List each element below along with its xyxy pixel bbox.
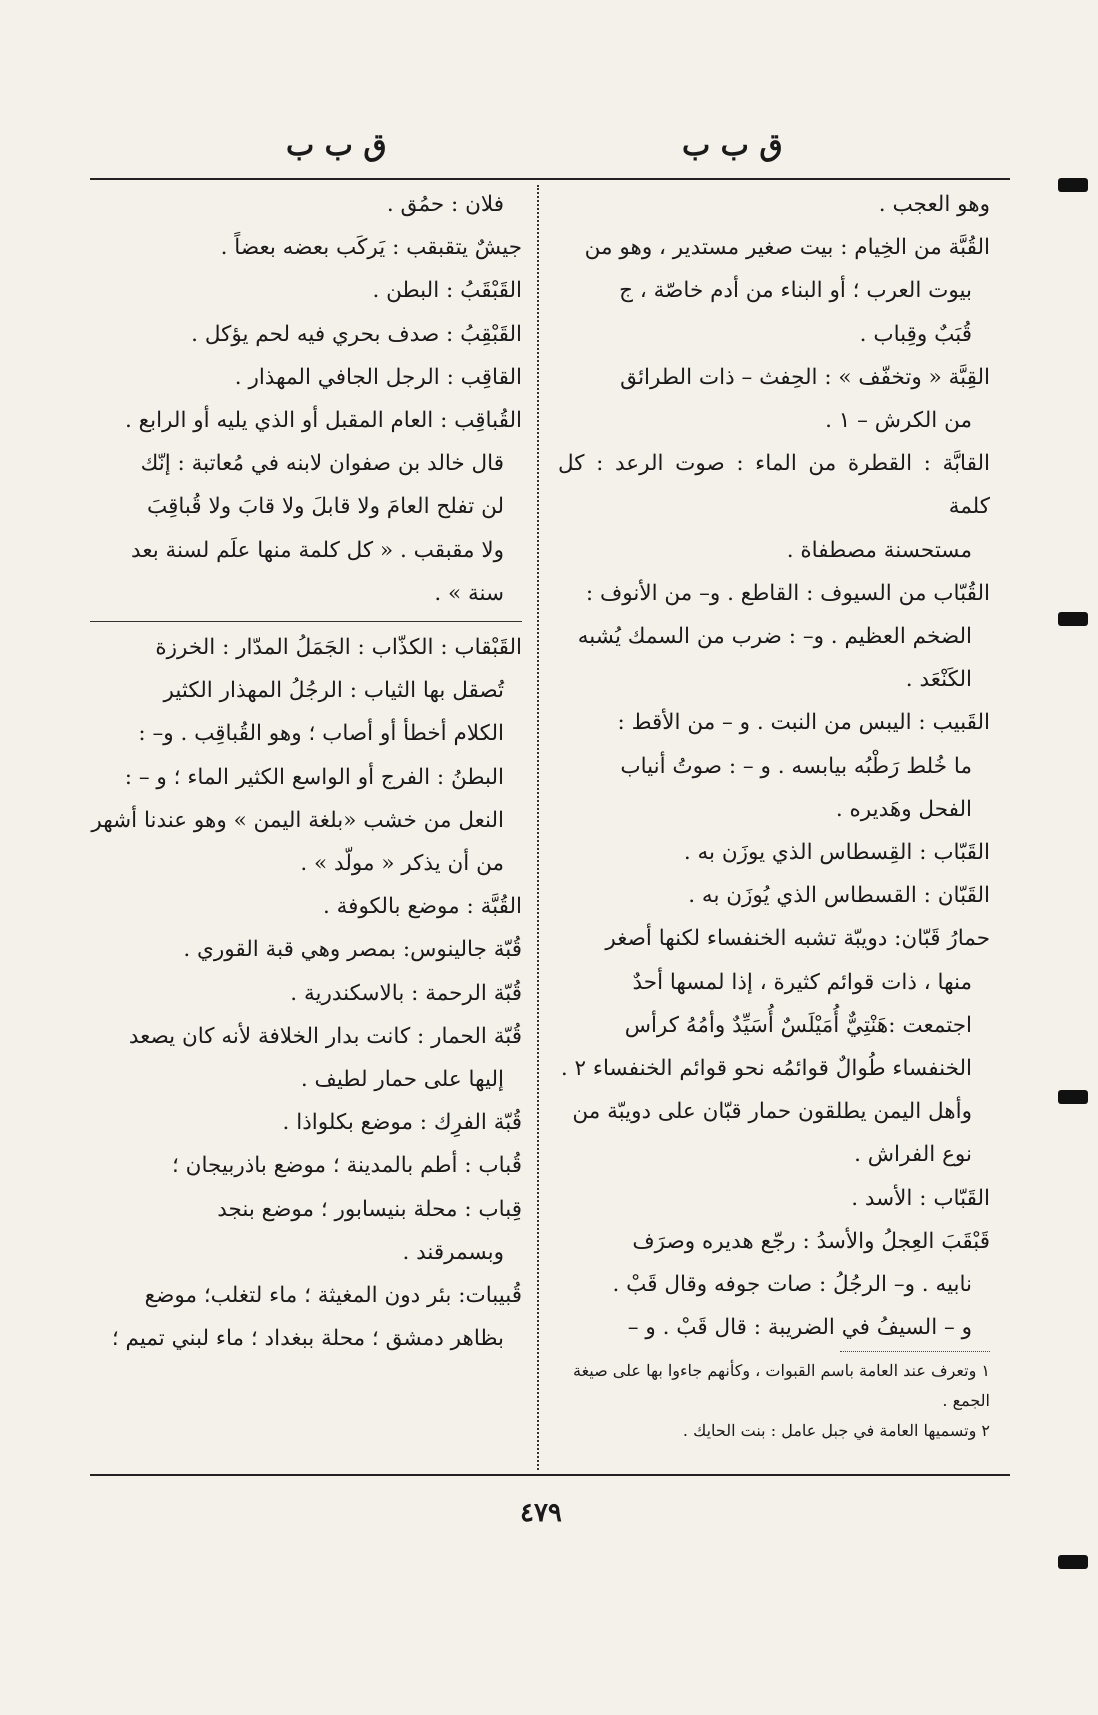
- right-column-header: ق ب ب: [682, 128, 783, 163]
- top-rule: [90, 178, 1010, 180]
- entry-line: قَبْقَبَ العِجلُ والأسدُ : رجّع هديره وصرَف: [632, 1228, 990, 1254]
- binding-mark: [1058, 612, 1088, 626]
- footnote-rule: [840, 1351, 990, 1352]
- entry-line: جيشٌ يتقبقب : يَركَب بعضه بعضاً .: [220, 235, 522, 261]
- entry-line: بظاهر دمشق ؛ محلة ببغداد ؛ ماء لبني تميم ؛: [111, 1326, 504, 1352]
- entry-line: نوع الفراش .: [854, 1142, 972, 1168]
- left-column: [90, 183, 522, 1360]
- footnotes: [558, 1356, 990, 1446]
- entry-line: الكَنْعَد .: [905, 667, 972, 693]
- entry-line: القُبَّة من الخِيام : بيت صغير مستدير ، وهو من: [584, 235, 990, 261]
- bottom-rule: [90, 1474, 1010, 1476]
- entry-line: قُبّة الفرِك : موضع بكلواذا .: [282, 1110, 522, 1136]
- footnote-1: ١ وتعرف عند العامة باسم القبوات ، وكأنهم جاءوا بها على صيغة الجمع .: [573, 1361, 990, 1411]
- entry-line: من أن يذكر « مولّد » .: [300, 851, 504, 877]
- entry-line: قُبّة الرحمة : بالاسكندرية .: [290, 980, 522, 1006]
- entry-line: القُباقِب : العام المقبل أو الذي يليه أو الرابع .: [124, 408, 522, 434]
- entry-line: ما خُلط رَطْبُه بيابسه . و – : صوتُ أنياب: [620, 753, 972, 779]
- entry-line: قُبّة جالينوس: بمصر وهي قبة القوري .: [183, 937, 522, 963]
- entry-line: الفحل وهَديره .: [835, 796, 972, 822]
- entry-line: قِباب : محلة بنيسابور ؛ موضع بنجد: [217, 1196, 522, 1222]
- entry-line: وهو العجب .: [878, 192, 990, 217]
- entry-line: النعل من خشب «بلغة اليمن » وهو عندنا أشهر: [91, 807, 504, 833]
- entry-line: القُبَّة : موضع بالكوفة .: [322, 894, 522, 920]
- entry-line: القَبْقَبُ : البطن .: [372, 278, 522, 304]
- entry-line: ولا مقبقب . « كل كلمة منها علَم لسنة بعد: [131, 537, 504, 563]
- entry-line: القَبّاب : الأسد .: [851, 1185, 990, 1211]
- binding-mark: [1058, 178, 1088, 192]
- entry-line: البطنُ : الفرج أو الواسع الكثير الماء ؛ و – :: [124, 764, 504, 790]
- entry-line: القاقِب : الرجل الجافي المهذار .: [234, 364, 522, 390]
- binding-marks: [1058, 0, 1098, 1715]
- entry-line: من الكرش – ١ .: [825, 408, 972, 434]
- entry-line: القَبّاب : القِسطاس الذي يوزَن به .: [683, 840, 990, 866]
- binding-mark: [1058, 1090, 1088, 1104]
- entry-line: القَبْقاب : الكذّاب : الجَمَلُ المدّار : الخرزة: [155, 635, 522, 661]
- entry-line: بيوت العرب ؛ أو البناء من أدم خاصّة ، ج: [619, 278, 972, 304]
- entry-line: سنة » .: [434, 580, 504, 606]
- entry-line: وأهل اليمن يطلقون حمار قبّان على دويبّة من: [572, 1099, 972, 1125]
- entry-line: الضخم العظيم . و– : ضرب من السمك يُشبه: [577, 624, 972, 650]
- entry-line: الكلام أخطأ أو أصاب ؛ وهو القُباقِب . و– :: [138, 721, 504, 747]
- entry-line: القِبَّة « وتخفّف » : الحِفث – ذات الطرائق: [620, 364, 990, 390]
- entry-line: منها ، ذات قوائم كثيرة ، إذا لمسها أحدٌ: [632, 969, 972, 995]
- right-column: [558, 183, 990, 1446]
- entry-line: قُبيبات: بئر دون المغيثة ؛ ماء لتغلب؛ موضع: [144, 1283, 522, 1309]
- left-column-header: ق ب ب: [286, 128, 387, 163]
- entry-line: لن تفلح العامَ ولا قابلَ ولا قابَ ولا قُباقِبَ: [146, 494, 504, 520]
- entry-line: القَبْقِبُ : صدف بحري فيه لحم يؤكل .: [191, 321, 522, 347]
- page-number: ٤٧٩: [520, 1498, 562, 1528]
- column-divider: [537, 185, 539, 1470]
- entry-line: القابَّة : القطرة من الماء : صوت الرعد : كل كلمة: [558, 451, 990, 520]
- entry-line: حمارُ قَبّان: دويبّة تشبه الخنفساء لكنها أصغر: [605, 926, 990, 952]
- entry-line: تُصقل بها الثياب : الرجُلُ المهذار الكثير: [163, 678, 504, 704]
- entry-line: الخنفساء طُوالٌ قوائمُه نحو قوائم الخنفساء ٢ .: [560, 1056, 972, 1082]
- entry-line: إليها على حمار لطيف .: [300, 1067, 504, 1093]
- entry-line: اجتمعت :هَنْتِيٌّ أُمَيْلَسٌ أُسَيِّدٌ وأمُهُ كرأس: [624, 1012, 972, 1038]
- entry-line: و – السيفُ في الضريبة : قال قَبْ . و –: [627, 1315, 972, 1341]
- entry-line: قال خالد بن صفوان لابنه في مُعاتبة : إنّك: [140, 451, 504, 477]
- entry-line: مستحسنة مصطفاة .: [786, 537, 972, 563]
- entry-line: قُبّة الحمار : كانت بدار الخلافة لأنه كان يصعد: [128, 1023, 522, 1049]
- entry-line: قُبَبٌ وقِباب .: [859, 321, 972, 347]
- entry-line: وبسمرقند .: [402, 1239, 504, 1265]
- footnote-2: ٢ وتسميها العامة في جبل عامل : بنت الحايك .: [682, 1421, 990, 1441]
- entry-line: القَبيب : اليبس من النبت . و – من الأقط :: [617, 710, 990, 736]
- entry-line: نابيه . و– الرجُلُ : صات جوفه وقال قَبْ .: [612, 1272, 972, 1298]
- section-rule: [90, 621, 522, 622]
- entry-line: القُبّاب من السيوف : القاطع . و– من الأنوف :: [585, 580, 990, 606]
- binding-mark: [1058, 1555, 1088, 1569]
- entry-line: فلان : حمُق .: [386, 192, 504, 217]
- entry-line: القَبّان : القسطاس الذي يُوزَن به .: [688, 883, 990, 909]
- entry-line: قُباب : أطم بالمدينة ؛ موضع باذربيجان ؛: [171, 1153, 522, 1179]
